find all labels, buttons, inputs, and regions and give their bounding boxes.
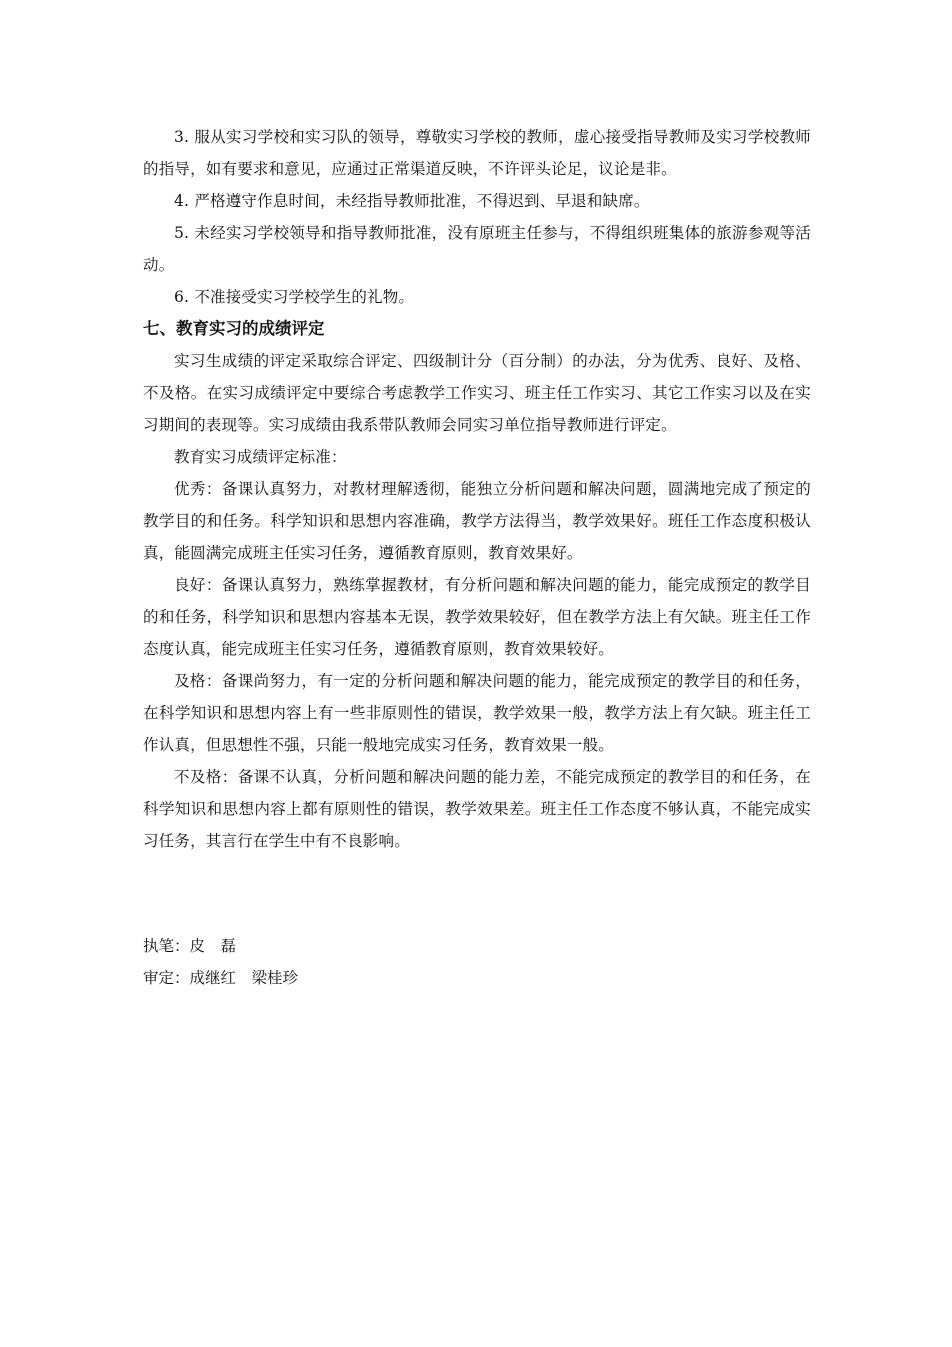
document-body	[143, 121, 811, 857]
criteria-good: 良好：备课认真努力，熟练掌握教材，有分析问题和解决问题的能力，能完成预定的教学目的和任务，科学知识和思想内容基本无误，教学效果较好，但在教学方法上有欠缺。班主任工作态度认真，能完成班主任实习任务，遵循教育原则，教育效果较好。	[143, 576, 811, 658]
rule-item-3: 3. 服从实习学校和实习队的领导，尊敬实习学校的教师，虚心接受指导教师及实习学校教师的指导，如有要求和意见，应通过正常渠道反映，不许评头论足，议论是非。	[143, 128, 811, 178]
rule-item-6: 6. 不准接受实习学校学生的礼物。	[174, 288, 415, 306]
reviewer-line: 审定：成继红 梁桂珍	[143, 969, 299, 987]
section-heading: 七、教育实习的成绩评定	[143, 319, 325, 338]
criteria-title: 教育实习成绩评定标准：	[174, 448, 347, 466]
author-line: 执笔：皮 磊	[143, 937, 237, 955]
signature-block	[143, 930, 543, 994]
rule-item-5: 5. 未经实习学校领导和指导教师批准，没有原班主任参与，不得组织班集体的旅游参观等活动。	[143, 224, 811, 274]
section-intro: 实习生成绩的评定采取综合评定、四级制计分（百分制）的办法，分为优秀、良好、及格、不及格。在实习成绩评定中要综合考虑教学工作实习、班主任工作实习、其它工作实习以及在实习期间的表现等。实习成绩由我系带队教师会同实习单位指导教师进行评定。	[143, 352, 811, 434]
criteria-excellent: 优秀：备课认真努力，对教材理解透彻，能独立分析问题和解决问题，圆满地完成了预定的教学目的和任务。科学知识和思想内容准确，教学方法得当，教学效果好。班任工作态度积极认真，能圆满完成班主任实习任务，遵循教育原则，教育效果好。	[143, 480, 811, 562]
criteria-pass: 及格：备课尚努力，有一定的分析问题和解决问题的能力，能完成预定的教学目的和任务，在科学知识和思想内容上有一些非原则性的错误，教学效果一般，教学方法上有欠缺。班主任工作认真，但思想性不强，只能一般地完成实习任务，教育效果一般。	[143, 672, 811, 754]
criteria-fail: 不及格：备课不认真，分析问题和解决问题的能力差，不能完成预定的教学目的和任务，在科学知识和思想内容上都有原则性的错误，教学效果差。班主任工作态度不够认真，不能完成实习任务，其言行在学生中有不良影响。	[143, 768, 811, 850]
rule-item-4: 4. 严格遵守作息时间，未经指导教师批准，不得迟到、早退和缺席。	[174, 192, 650, 210]
